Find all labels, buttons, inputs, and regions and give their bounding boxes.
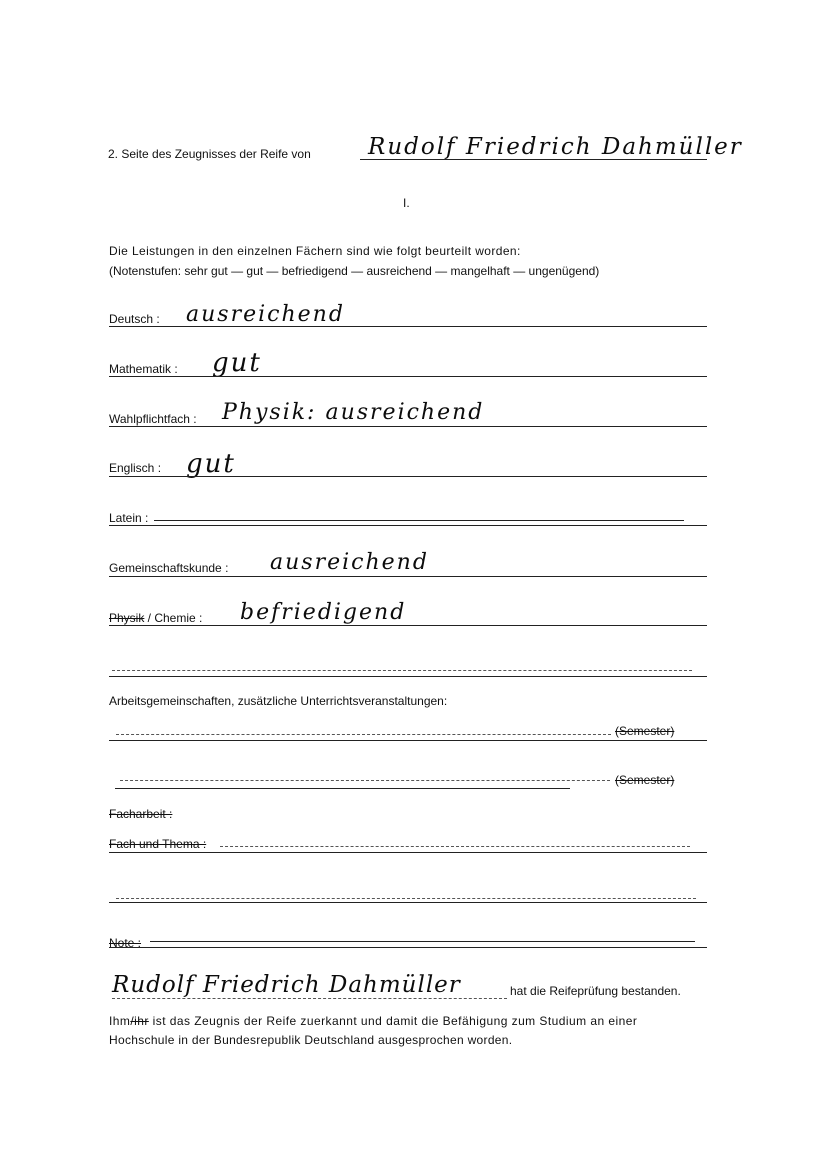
award-line-1	[109, 1014, 637, 1028]
subject-line	[109, 326, 707, 327]
passed-statement: hat die Reifeprüfung bestanden.	[510, 984, 681, 998]
student-signature-name: Rudolf Friedrich Dahmüller	[112, 972, 461, 998]
subject-line	[109, 376, 707, 377]
subject-label: Englisch :	[109, 461, 162, 475]
subject-grade-handwritten: ausreichend	[270, 550, 429, 575]
fach-line	[109, 852, 707, 853]
blank-struck-line	[112, 670, 692, 671]
pronoun-struck: /ihr	[130, 1014, 149, 1028]
subject-grade-handwritten: gut	[186, 449, 236, 479]
subject-line	[109, 525, 707, 526]
ag-struck-line-1	[116, 734, 611, 735]
facharbeit-label: Facharbeit :	[109, 807, 173, 821]
subject-line	[109, 576, 707, 577]
ag-struck-line-2	[120, 780, 610, 781]
subject-label: Deutsch :	[109, 312, 160, 326]
subject-line	[109, 625, 707, 626]
subject-label: Mathematik :	[109, 362, 178, 376]
ag-semester-2: (Semester)	[615, 773, 675, 787]
subject-label: Gemeinschaftskunde :	[109, 561, 229, 575]
grading-scale: (Notenstufen: sehr gut — gut — befriedigend — ausreichend — mangelhaft — ungenügend)	[109, 264, 600, 278]
header-prefix: 2. Seite des Zeugnisses der Reife von	[108, 147, 311, 161]
ag-line-1	[109, 740, 707, 741]
intro-line-1: Die Leistungen in den einzelnen Fächern sind wie folgt beurteilt worden:	[109, 244, 521, 258]
subject-grade-handwritten: Physik: ausreichend	[222, 400, 485, 425]
pronoun-kept: Ihm	[109, 1014, 131, 1028]
subject-label-rest: / Chemie :	[144, 611, 203, 625]
thema-line	[109, 902, 707, 903]
student-name-handwritten: Rudolf Friedrich Dahmüller	[368, 134, 743, 160]
name-line	[360, 159, 707, 160]
blank-line	[109, 676, 707, 677]
subject-label	[109, 611, 202, 625]
note-struck-line	[150, 941, 695, 942]
subject-line	[109, 476, 707, 477]
award-line-1-rest: ist das Zeugnis der Reife zuerkannt und damit die Befähigung zum Studium an einer	[148, 1014, 638, 1028]
subject-grade-handwritten: befriedigend	[240, 600, 407, 625]
subject-label: Latein :	[109, 511, 149, 525]
award-line-2: Hochschule in der Bundesrepublik Deutschland ausgesprochen worden.	[109, 1033, 513, 1047]
ag-line-2	[115, 788, 570, 789]
subject-line	[109, 426, 707, 427]
fach-struck-line	[220, 846, 690, 847]
ag-label: Arbeitsgemeinschaften, zusätzliche Unterrichtsveranstaltungen:	[109, 694, 448, 708]
note-line	[109, 947, 707, 948]
strike-through-line	[154, 520, 684, 521]
ag-semester-1: (Semester)	[615, 724, 675, 738]
subject-label: Wahlpflichtfach :	[109, 412, 197, 426]
subject-grade-handwritten: ausreichend	[186, 302, 345, 327]
fach-thema-label: Fach und Thema :	[109, 837, 207, 851]
subject-grade-handwritten: gut	[212, 348, 262, 378]
note-label: Note :	[109, 936, 142, 950]
thema-struck-line	[116, 898, 696, 899]
signature-line	[112, 998, 507, 999]
section-roman-numeral: I.	[403, 196, 410, 210]
struck-subject-text: Physik	[109, 611, 145, 625]
